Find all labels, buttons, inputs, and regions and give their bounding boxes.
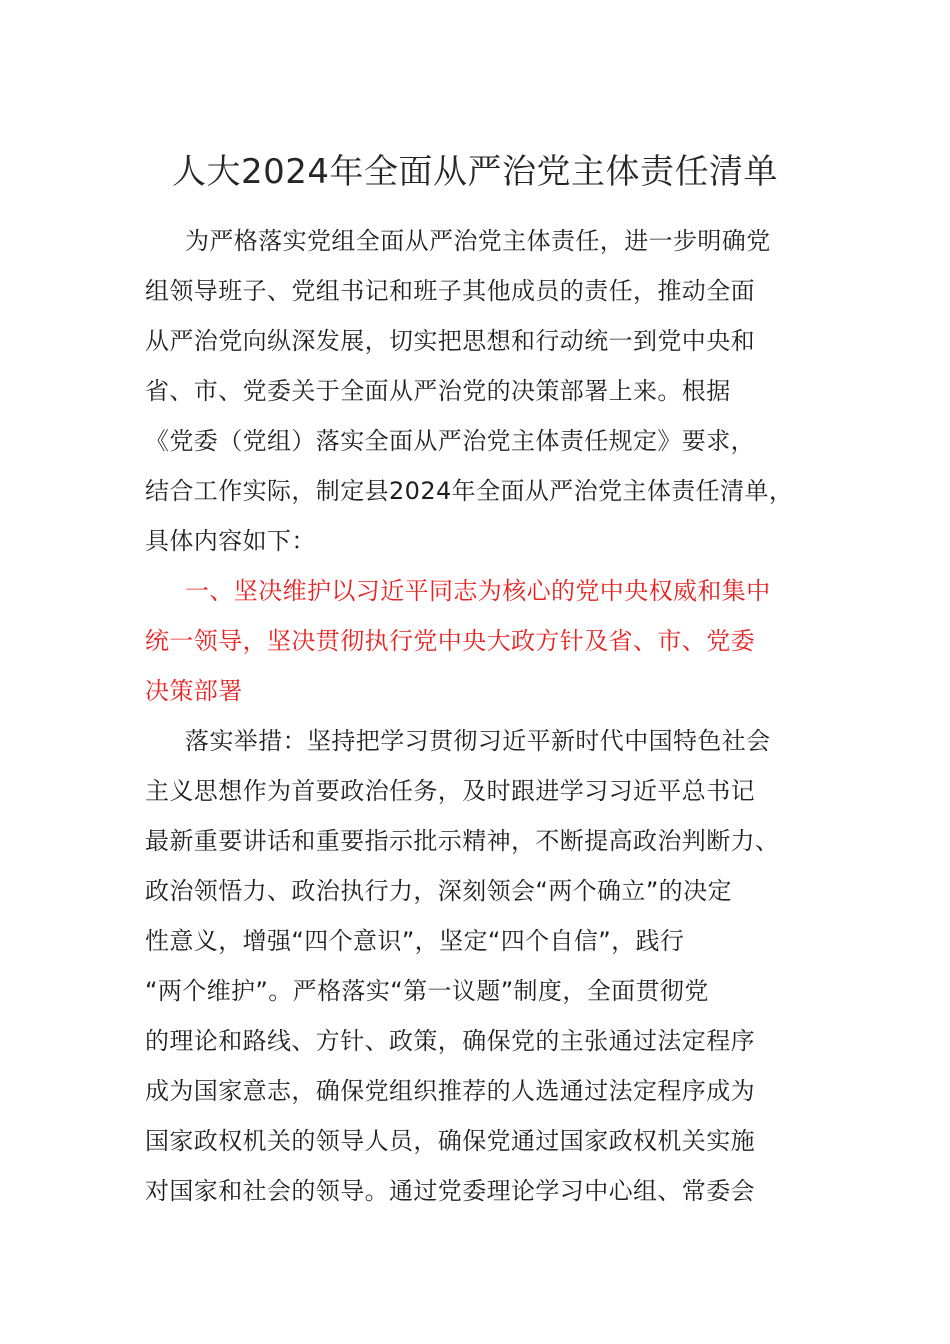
paragraph-line: 《党委（党组）落实全面从严治党主体责任规定》要求， xyxy=(145,427,755,455)
paragraph-line: 性意义，增强“四个意识”，坚定“四个自信”，践行 xyxy=(145,927,685,955)
paragraph-line: 政治领悟力、政治执行力，深刻领会“两个确立”的决定 xyxy=(145,877,732,905)
paragraph-line: 国家政权机关的领导人员，确保党通过国家政权机关实施 xyxy=(145,1127,755,1155)
paragraph-line: “两个维护”。严格落实“第一议题”制度，全面贯彻党 xyxy=(145,977,709,1005)
paragraph-line: 落实举措：坚持把学习贯彻习近平新时代中国特色社会 xyxy=(185,727,771,755)
document-title: 人大2024年全面从严治党主体责任清单 xyxy=(171,152,779,192)
document-body xyxy=(145,216,845,1216)
paragraph-line: 为严格落实党组全面从严治党主体责任，进一步明确党 xyxy=(185,227,771,255)
section-heading-line: 统一领导，坚决贯彻执行党中央大政方针及省、市、党委 xyxy=(145,627,755,655)
paragraph-line: 结合工作实际，制定县2024年全面从严治党主体责任清单， xyxy=(145,477,794,505)
paragraph-line: 从严治党向纵深发展，切实把思想和行动统一到党中央和 xyxy=(145,327,755,355)
paragraph-line: 主义思想作为首要政治任务，及时跟进学习习近平总书记 xyxy=(145,777,755,805)
section-heading-line: 决策部署 xyxy=(145,677,243,705)
paragraph-line: 对国家和社会的领导。通过党委理论学习中心组、常委会 xyxy=(145,1177,755,1205)
paragraph-line: 的理论和路线、方针、政策，确保党的主张通过法定程序 xyxy=(145,1027,755,1055)
paragraph-line: 省、市、党委关于全面从严治党的决策部署上来。根据 xyxy=(145,377,731,405)
paragraph-line: 组领导班子、党组书记和班子其他成员的责任，推动全面 xyxy=(145,277,755,305)
paragraph-line: 具体内容如下： xyxy=(145,527,316,555)
paragraph-line: 成为国家意志，确保党组织推荐的人选通过法定程序成为 xyxy=(145,1077,755,1105)
paragraph-line: 最新重要讲话和重要指示批示精神，不断提高政治判断力、 xyxy=(145,827,780,855)
section-heading-line: 一、坚决维护以习近平同志为核心的党中央权威和集中 xyxy=(185,577,771,605)
